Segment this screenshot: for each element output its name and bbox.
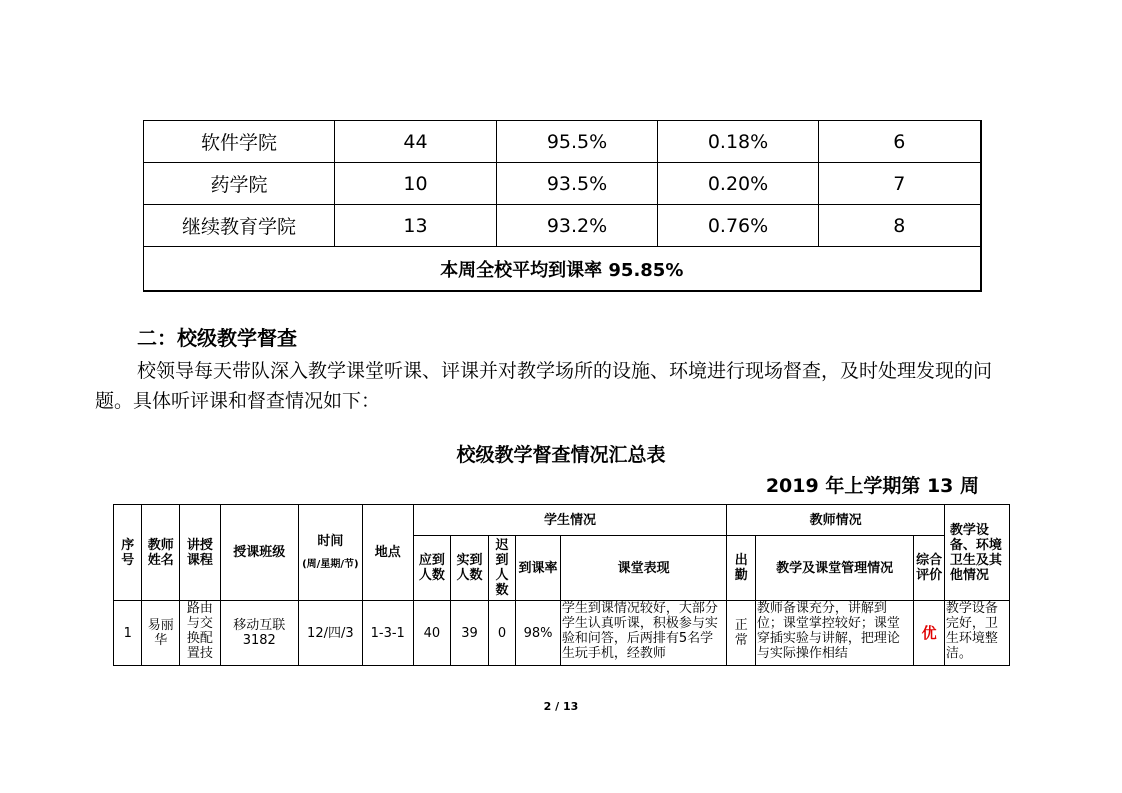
table-row — [114, 601, 1010, 666]
header-actual: 实到人数 — [451, 536, 489, 601]
row-course — [180, 601, 221, 666]
header-expected: 应到人数 — [413, 536, 451, 601]
week-label: 2019 年上学期第 13 周 — [765, 475, 979, 497]
header-rate: 到课率 — [516, 536, 561, 601]
average-rate-text: 本周全校平均到课率 95.85% — [144, 247, 981, 292]
rank-cell: 6 — [819, 121, 981, 163]
row-management — [755, 601, 913, 666]
rank-cell: 8 — [819, 205, 981, 247]
row-no: 1 — [114, 601, 142, 666]
header-student-group: 学生情况 — [413, 505, 727, 536]
row-facility-text: 教学设备完好，卫生环境整洁。 — [945, 601, 998, 661]
header-management: 教学及课堂管理情况 — [755, 536, 913, 601]
row-attendance: 正常 — [727, 601, 755, 666]
table-row — [144, 205, 981, 247]
count-cell: 10 — [335, 163, 497, 205]
inspection-table-title: 校级教学督查情况汇总表 — [456, 444, 666, 466]
row-time: 12/四/3 — [298, 601, 362, 666]
rate-cell: 93.2% — [497, 205, 658, 247]
row-performance — [560, 601, 727, 666]
header-teacher-group: 教师情况 — [727, 505, 944, 536]
section-heading: 二：校级教学督查 — [137, 326, 297, 350]
header-performance: 课堂表现 — [560, 536, 727, 601]
absence-cell: 0.18% — [658, 121, 819, 163]
header-class: 授课班级 — [220, 505, 298, 601]
header-attendance: 出勤 — [727, 536, 755, 601]
absence-cell: 0.20% — [658, 163, 819, 205]
section-paragraph-line1: 校领导每天带队深入教学课堂听课、评课并对教学场所的设施、环境进行现场督查，及时处理发现的问 — [137, 360, 993, 382]
attendance-table — [143, 120, 982, 292]
row-rate: 98% — [516, 601, 561, 666]
college-cell: 继续教育学院 — [144, 205, 335, 247]
row-class: 移动互联3182 — [220, 601, 298, 666]
section-paragraph-line2: 题。具体听评课和督查情况如下： — [95, 390, 381, 412]
header-time-label: 时间 — [317, 533, 344, 549]
row-course-text: 路由与交换配置技 — [186, 601, 213, 661]
inspection-table — [113, 504, 1010, 666]
count-cell: 44 — [335, 121, 497, 163]
table-row — [144, 121, 981, 163]
row-facility — [944, 601, 1009, 666]
count-cell: 13 — [335, 205, 497, 247]
row-place: 1-3-1 — [362, 601, 413, 666]
absence-cell: 0.76% — [658, 205, 819, 247]
rank-cell: 7 — [819, 163, 981, 205]
row-teacher: 易丽华 — [142, 601, 180, 666]
header-late: 迟到人数 — [488, 536, 515, 601]
header-no: 序号 — [114, 505, 142, 601]
college-cell: 软件学院 — [144, 121, 335, 163]
row-performance-text: 学生到课情况较好，大部分学生认真听课，积极参与实验和问答，后两排有5名学生玩手机，经教师 — [561, 601, 718, 661]
header-overall: 综合评价 — [914, 536, 945, 601]
row-late: 0 — [488, 601, 515, 666]
average-row — [144, 247, 981, 292]
header-time — [298, 505, 362, 601]
table-row — [144, 163, 981, 205]
header-time-sub: (周/星期/节) — [302, 558, 359, 570]
header-row — [114, 505, 1010, 536]
header-facility: 教学设备、环境卫生及其他情况 — [944, 505, 1009, 601]
header-course: 讲授课程 — [180, 505, 221, 601]
rate-cell: 93.5% — [497, 163, 658, 205]
page-number: 2 / 13 — [543, 700, 579, 713]
college-cell: 药学院 — [144, 163, 335, 205]
row-management-text: 教师备课充分，讲解到位；课堂掌控较好；课堂穿插实验与讲解，把理论与实际操作相结 — [756, 601, 900, 661]
header-place: 地点 — [362, 505, 413, 601]
rate-cell: 95.5% — [497, 121, 658, 163]
row-expected: 40 — [413, 601, 451, 666]
row-overall: 优 — [914, 601, 945, 666]
row-actual: 39 — [451, 601, 489, 666]
header-teacher: 教师姓名 — [142, 505, 180, 601]
